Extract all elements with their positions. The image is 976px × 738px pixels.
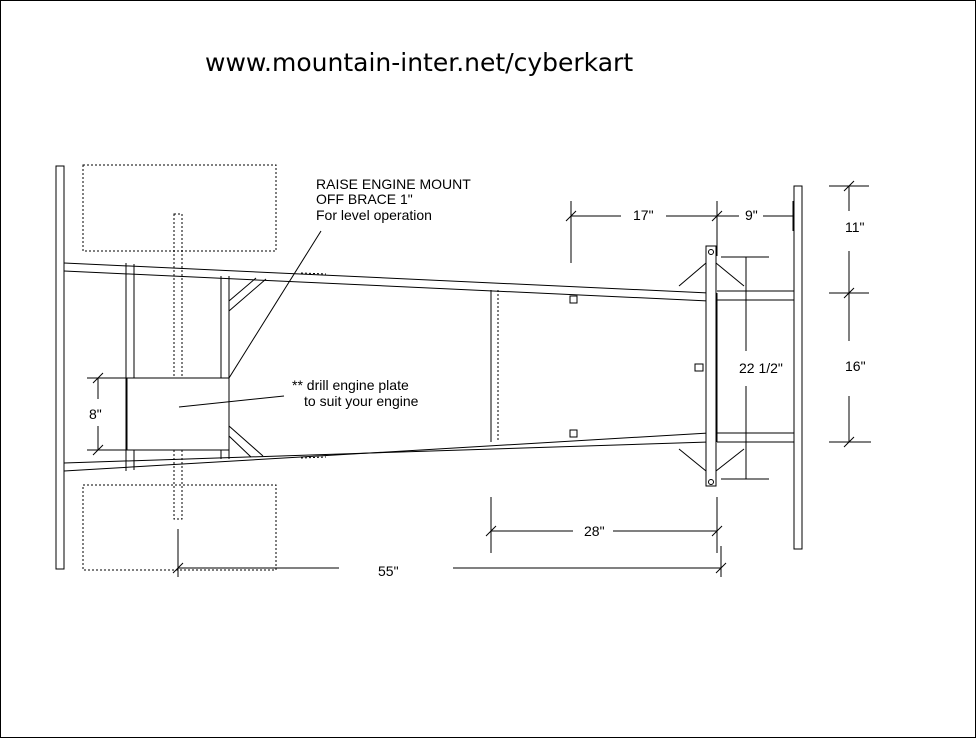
engine-plate — [127, 378, 229, 450]
raise-note-leader — [229, 231, 321, 378]
dimension-55 — [173, 529, 726, 577]
drill-note-line-1: ** drill engine plate — [292, 377, 409, 393]
kart-frame-diagram — [1, 1, 975, 737]
dimension-16-label: 16" — [845, 358, 866, 374]
dimension-22-label: 22 1/2" — [739, 360, 783, 376]
page-title: www.mountain-inter.net/cyberkart — [205, 48, 634, 77]
raise-note-line-1: RAISE ENGINE MOUNT — [316, 176, 471, 192]
dimension-8-label: 8" — [89, 406, 102, 422]
rear-axle — [56, 166, 64, 569]
dimension-28-label: 28" — [584, 523, 605, 539]
front-axle — [794, 186, 802, 549]
rear-wheel-top — [83, 165, 276, 251]
dimension-17-9 — [566, 201, 793, 263]
raise-note-line-3: For level operation — [316, 207, 432, 223]
dimension-17-label: 17" — [633, 207, 654, 223]
raise-note-line-2: OFF BRACE 1" — [316, 191, 413, 207]
drill-note-line-2: to suit your engine — [304, 393, 419, 409]
engine-axle-centerline — [174, 214, 182, 519]
rear-wheel-bottom — [83, 485, 276, 570]
dimension-9-label: 9" — [745, 207, 758, 223]
dimension-11-label: 11" — [845, 219, 865, 235]
dimension-55-label: 55" — [378, 563, 399, 579]
